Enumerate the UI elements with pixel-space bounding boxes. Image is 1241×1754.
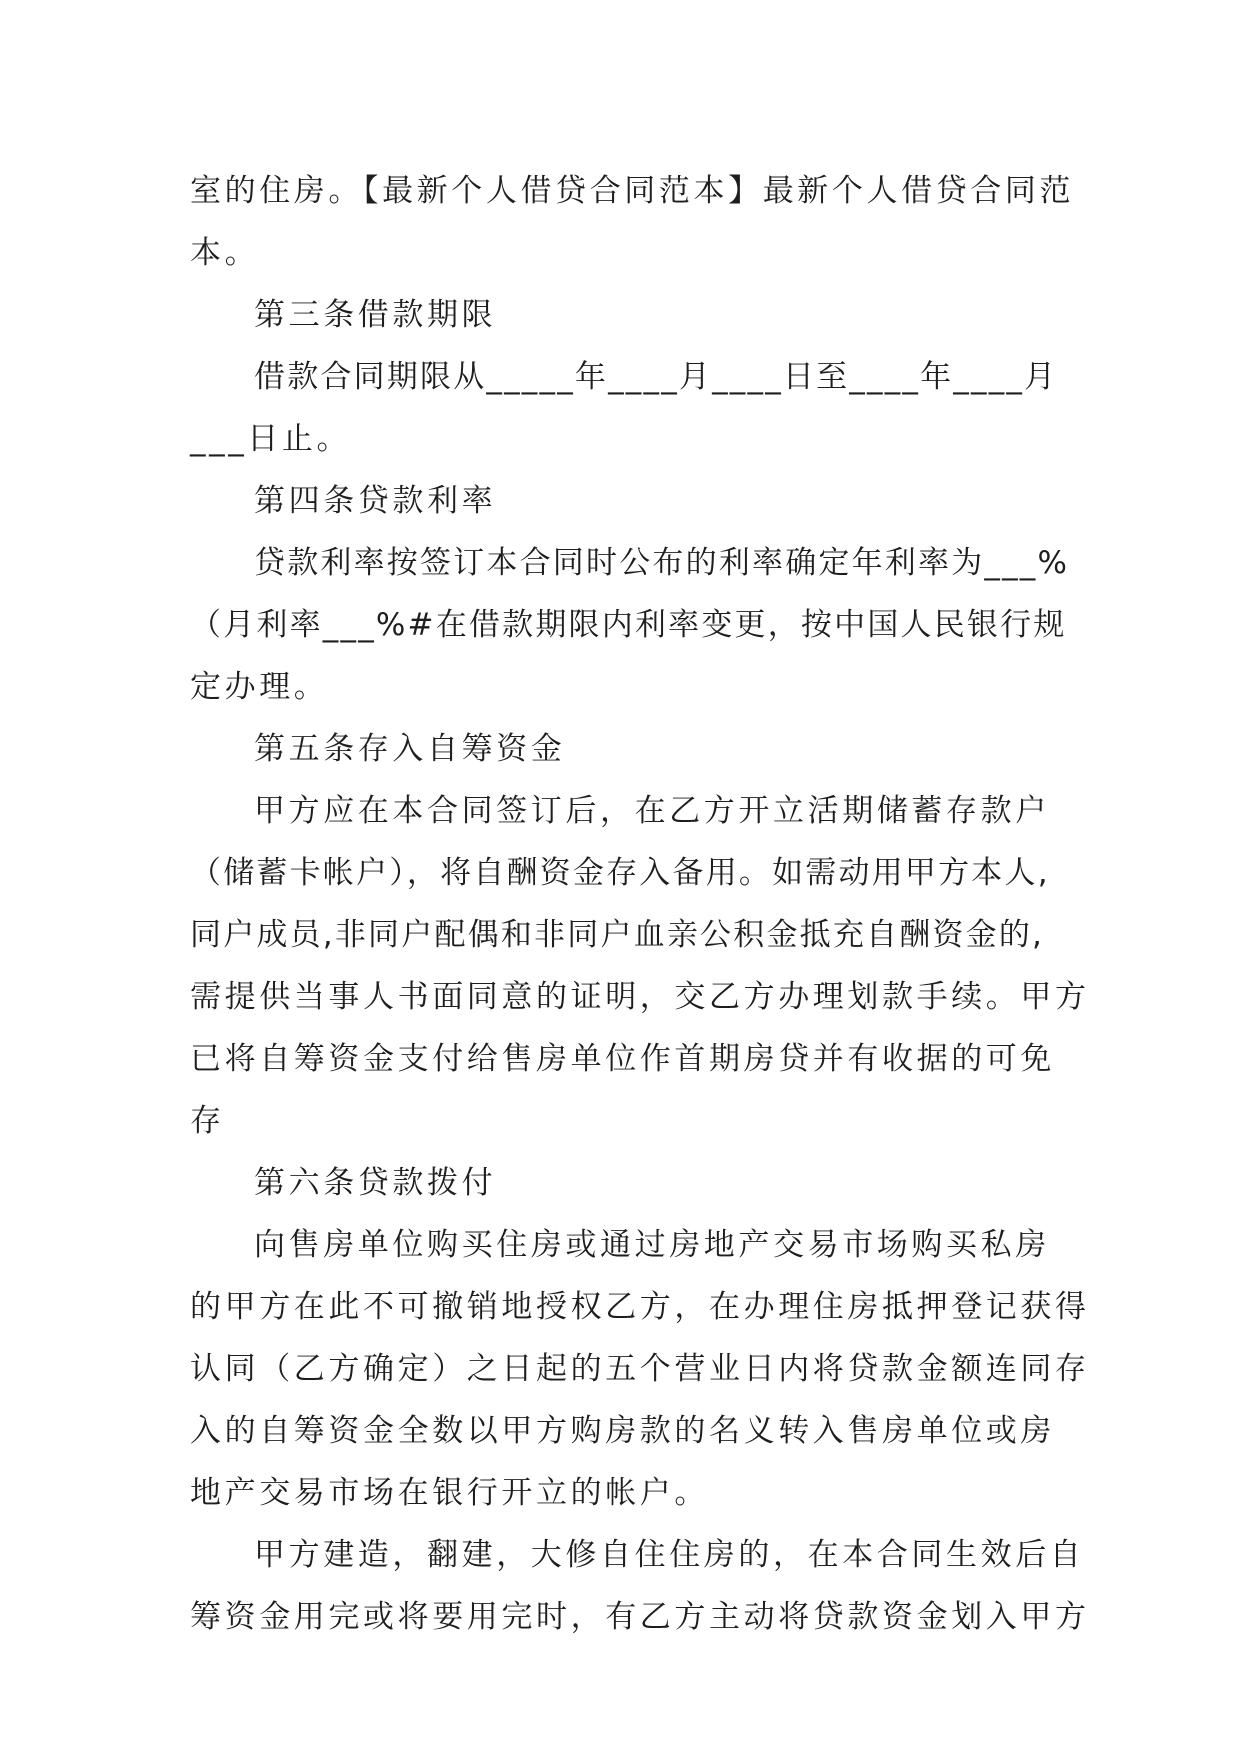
document-body xyxy=(190,160,1090,1648)
text-line: 贷款利率按签订本合同时公布的利率确定年利率为___% xyxy=(254,545,1070,581)
text-line: 存 xyxy=(190,1103,225,1139)
text-line: （储蓄卡帐户），将自酬资金存入备用。如需动用甲方本人, xyxy=(190,855,1050,891)
section-heading: 第五条存入自筹资金 xyxy=(254,731,566,767)
text-line: 认同（乙方确定）之日起的五个营业日内将贷款金额连同存 xyxy=(190,1351,1090,1387)
section-heading: 第三条借款期限 xyxy=(254,297,497,333)
text-line: 借款合同期限从_____年____月____日至____年____月 xyxy=(254,359,1058,395)
text-line: 的甲方在此不可撤销地授权乙方，在办理住房抵押登记获得 xyxy=(190,1289,1090,1325)
text-line: 需提供当事人书面同意的证明，交乙方办理划款手续。甲方 xyxy=(190,979,1090,1015)
text-line: 甲方建造，翻建，大修自住住房的，在本合同生效后自 xyxy=(254,1537,1085,1573)
text-line: （月利率___%#在借款期限内利率变更，按中国人民银行规 xyxy=(190,607,1067,643)
text-line: 地产交易市场在银行开立的帐户。 xyxy=(190,1475,709,1511)
section-heading: 第四条贷款利率 xyxy=(254,483,497,519)
text-line: 甲方应在本合同签订后，在乙方开立活期储蓄存款户 xyxy=(254,793,1050,829)
text-line: 同户成员,非同户配偶和非同户血亲公积金抵充自酬资金的, xyxy=(190,917,1045,953)
text-line: 向售房单位购买住房或通过房地产交易市场购买私房 xyxy=(254,1227,1050,1263)
text-line: 筹资金用完或将要用完时，有乙方主动将贷款资金划入甲方 xyxy=(190,1599,1090,1635)
text-line: 本。 xyxy=(190,235,260,271)
text-line: 室的住房。【最新个人借贷合同范本】最新个人借贷合同范 xyxy=(190,173,1075,209)
text-line: 已将自筹资金支付给售房单位作首期房贷并有收据的可免 xyxy=(190,1041,1055,1077)
text-line: 定办理。 xyxy=(190,669,329,705)
text-line: 入的自筹资金全数以甲方购房款的名义转入售房单位或房 xyxy=(190,1413,1055,1449)
text-line: ___日止。 xyxy=(190,421,352,457)
section-heading: 第六条贷款拨付 xyxy=(254,1165,497,1201)
